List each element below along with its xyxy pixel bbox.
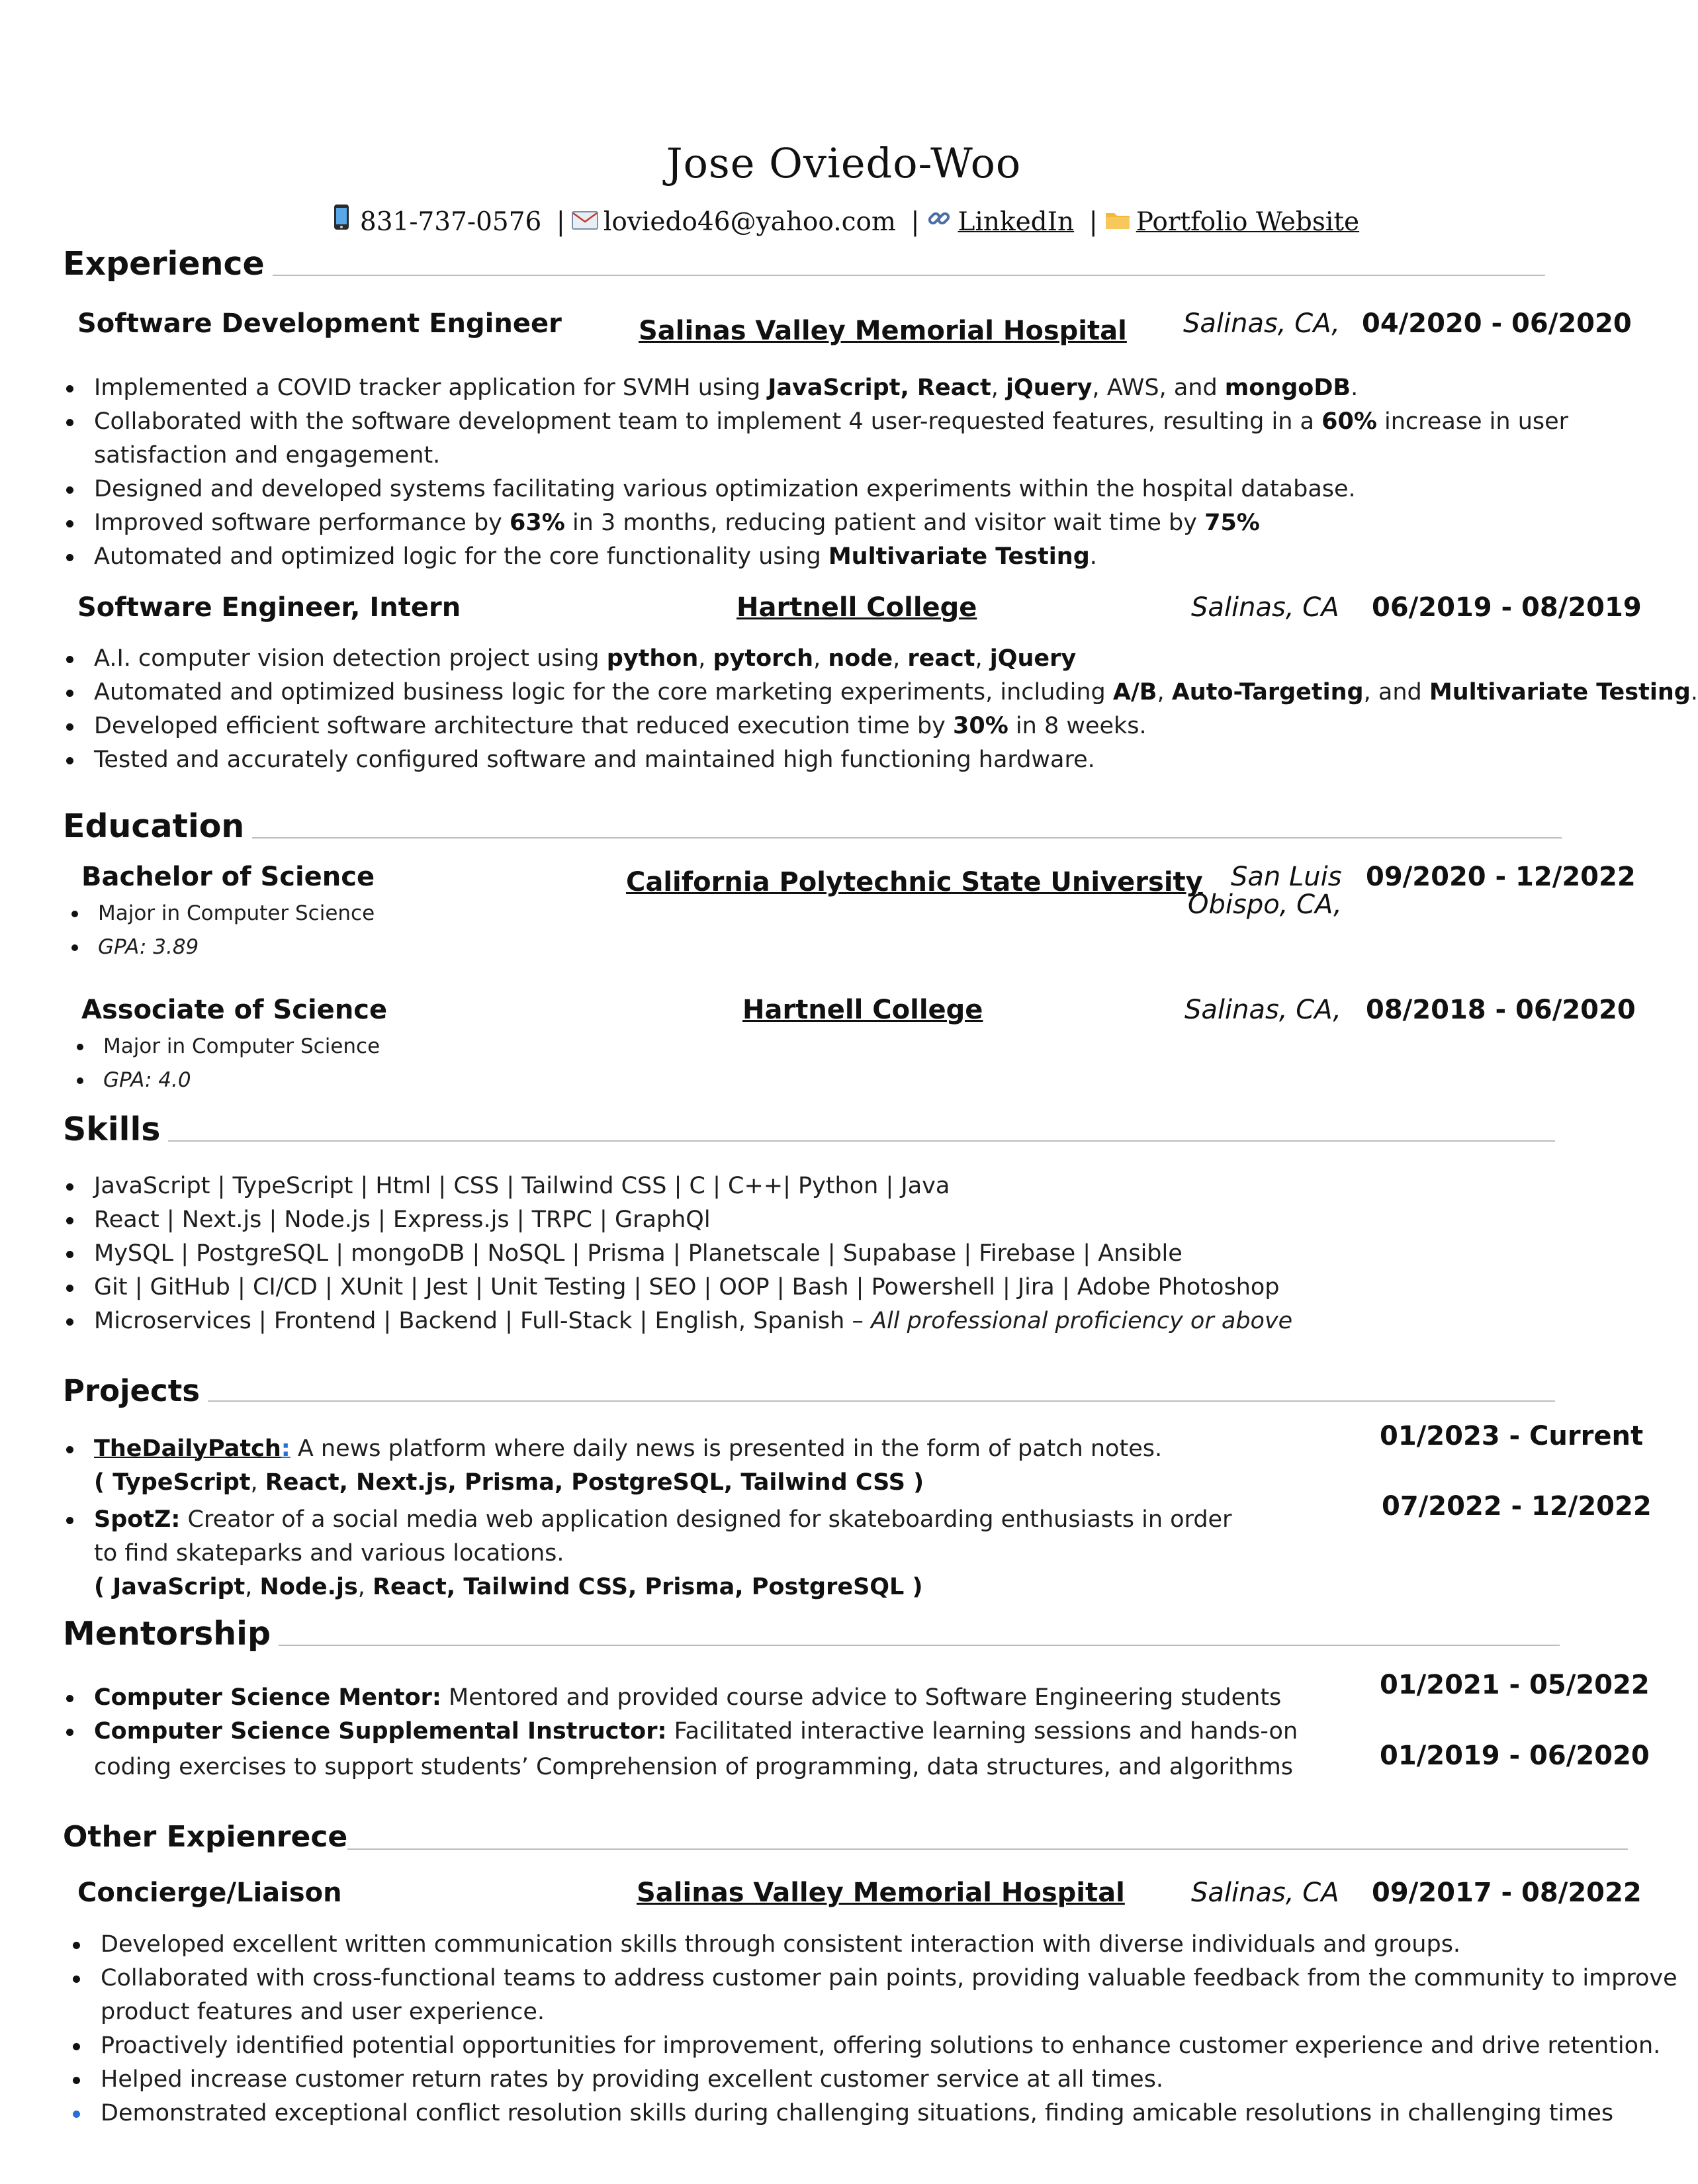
section-rule [273, 275, 1545, 276]
folder-icon [1104, 207, 1131, 237]
employer-name: Salinas Valley Memorial Hospital [639, 316, 1127, 346]
list-item: Microservices | Frontend | Backend | Full-Stack | English, Spanish – All professional proficiency or above [62, 1304, 1292, 1338]
separator: | [556, 207, 565, 237]
school-location: Salinas, CA, [1184, 995, 1342, 1025]
mentorship-dates: 01/2021 - 05/2022 [1380, 1670, 1650, 1700]
degree-title: Bachelor of Science [81, 862, 375, 892]
section-title: Mentorship [63, 1615, 271, 1653]
experience-section-header [63, 245, 1545, 283]
list-item: SpotZ: Creator of a social media web application designed for skateboarding enthusiasts in order to find skateparks and various locations. ( JavaScript, Node.js, React, Tailwind CSS, Prisma, PostgreSQL ) [62, 1503, 1231, 1604]
email-icon [572, 207, 598, 237]
school-name: Hartnell College [742, 995, 983, 1025]
contact-line [0, 204, 1687, 237]
list-item: Implemented a COVID tracker application for SVMH using JavaScript, React, jQuery, AWS, and mongoDB. [62, 371, 1568, 405]
school-name: California Polytechnic State University [626, 867, 1203, 897]
degree-title: Associate of Science [81, 995, 388, 1025]
project-dates: 07/2022 - 12/2022 [1382, 1491, 1652, 1522]
employer-name: Salinas Valley Memorial Hospital [637, 1878, 1125, 1908]
list-item: Collaborated with cross-functional teams to address customer pain points, providing valuable feedback from the community to improve product features and user experience. [69, 1962, 1677, 2029]
employer-name: Hartnell College [737, 592, 977, 623]
job-location: Salinas, CA [1191, 1878, 1339, 1908]
phone-icon [328, 204, 355, 237]
section-title: Education [63, 807, 245, 845]
list-item: React | Next.js | Node.js | Express.js | TRPC | GraphQl [62, 1203, 1292, 1237]
education-section-header [63, 807, 1562, 845]
list-item: Computer Science Supplemental Instructor: Facilitated interactive learning sessions and hands-on coding exercises to support students’ Comprehension of programming, data structures, and algorithms [62, 1715, 1298, 1784]
job-dates: 04/2020 - 06/2020 [1362, 308, 1632, 339]
list-item: Computer Science Mentor: Mentored and provided course advice to Software Engineering students [62, 1681, 1298, 1715]
skills-list [62, 1169, 1292, 1338]
degree-details [65, 897, 375, 964]
job-bullets [69, 1928, 1677, 2130]
list-item: Proactively identified potential opportunities for improvement, offering solutions to enhance customer experience and drive retention. [69, 2029, 1677, 2063]
mentorship-section-header [63, 1615, 1560, 1653]
job-location: Salinas, CA, [1183, 308, 1341, 339]
list-item: Helped increase customer return rates by providing excellent customer service at all times. [69, 2063, 1677, 2097]
job-dates: 09/2017 - 08/2022 [1372, 1878, 1642, 1908]
job-location: Salinas, CA [1191, 592, 1339, 623]
job-bullets [62, 371, 1568, 574]
separator: | [911, 207, 920, 237]
school-location: Obispo, CA, [1188, 889, 1342, 920]
list-item: MySQL | PostgreSQL | mongoDB | NoSQL | Prisma | Planetscale | Supabase | Firebase | Ansible [62, 1237, 1292, 1271]
list-item: Developed efficient software architecture that reduced execution time by 30% in 8 weeks. [62, 709, 1698, 743]
school-dates: 09/2020 - 12/2022 [1366, 862, 1636, 892]
section-rule [279, 1645, 1560, 1646]
list-item: Improved software performance by 63% in 3 months, reducing patient and visitor wait time by 75% [62, 506, 1568, 540]
list-item: Tested and accurately configured software and maintained high functioning hardware. [62, 743, 1698, 777]
mentorship-dates: 01/2019 - 06/2020 [1380, 1741, 1650, 1771]
section-title: Projects [63, 1373, 201, 1408]
section-rule [168, 1140, 1555, 1142]
job-title: Concierge/Liaison [77, 1878, 342, 1908]
portfolio-link[interactable]: Portfolio Website [1136, 207, 1360, 237]
list-item: Demonstrated exceptional conflict resolution skills during challenging situations, finding amicable resolutions in challenging times [69, 2097, 1677, 2130]
project-dates: 01/2023 - Current [1380, 1421, 1644, 1451]
degree-details [70, 1030, 380, 1097]
list-item: A.I. computer vision detection project using python, pytorch, node, react, jQuery [62, 642, 1698, 676]
job-title: Software Development Engineer [77, 308, 562, 339]
school-dates: 08/2018 - 06/2020 [1366, 995, 1636, 1025]
list-item: Automated and optimized business logic for the core marketing experiments, including A/B, Auto-Targeting, and Multivariate Testing. [62, 676, 1698, 709]
email-address[interactable]: loviedo46@yahoo.com [603, 207, 896, 237]
job-dates: 06/2019 - 08/2019 [1372, 592, 1642, 623]
list-item: GPA: 4.0 [70, 1064, 380, 1097]
list-item: Designed and developed systems facilitating various optimization experiments within the hospital database. [62, 473, 1568, 506]
linkedin-link[interactable]: LinkedIn [958, 207, 1075, 237]
list-item: Major in Computer Science [65, 897, 375, 931]
list-item: Collaborated with the software development team to implement 4 user-requested features, resulting in a 60% increase in user satisfaction and engagement. [62, 405, 1568, 473]
list-item: GPA: 3.89 [65, 931, 375, 964]
school-location: San Luis [1231, 862, 1342, 892]
list-item: Git | GitHub | CI/CD | XUnit | Jest | Unit Testing | SEO | OOP | Bash | Powershell | Jira | Adobe Photoshop [62, 1271, 1292, 1304]
section-title: Skills [63, 1111, 161, 1148]
section-rule [208, 1400, 1555, 1402]
project-name: TheDailyPatch [94, 1435, 281, 1462]
projects-list [62, 1432, 1231, 1604]
job-title: Software Engineer, Intern [77, 592, 461, 623]
list-item: JavaScript | TypeScript | Html | CSS | Tailwind CSS | C | C++| Python | Java [62, 1169, 1292, 1203]
list-item: Major in Computer Science [70, 1030, 380, 1064]
job-bullets [62, 642, 1698, 777]
separator: | [1089, 207, 1098, 237]
candidate-name: Jose Oviedo-Woo [666, 139, 1022, 187]
project-name: SpotZ: [94, 1506, 181, 1533]
list-item: Automated and optimized logic for the core functionality using Multivariate Testing. [62, 540, 1568, 574]
section-title: Experience [63, 245, 265, 283]
mentorship-list [62, 1681, 1298, 1784]
phone-number: 831-737-0576 [359, 207, 542, 237]
skills-section-header [63, 1111, 1555, 1148]
projects-section-header [63, 1373, 1555, 1408]
link-icon [926, 206, 952, 237]
other-experience-section-header [63, 1820, 1628, 1854]
section-rule [252, 837, 1562, 839]
section-title: Other Expienrece [63, 1820, 348, 1854]
list-item: TheDailyPatch: A news platform where daily news is presented in the form of patch notes. ( TypeScript, React, Next.js, Prisma, PostgreSQL, Tailwind CSS ) [62, 1432, 1231, 1500]
list-item: Developed excellent written communication skills through consistent interaction with diverse individuals and groups. [69, 1928, 1677, 1962]
section-rule [347, 1848, 1628, 1850]
